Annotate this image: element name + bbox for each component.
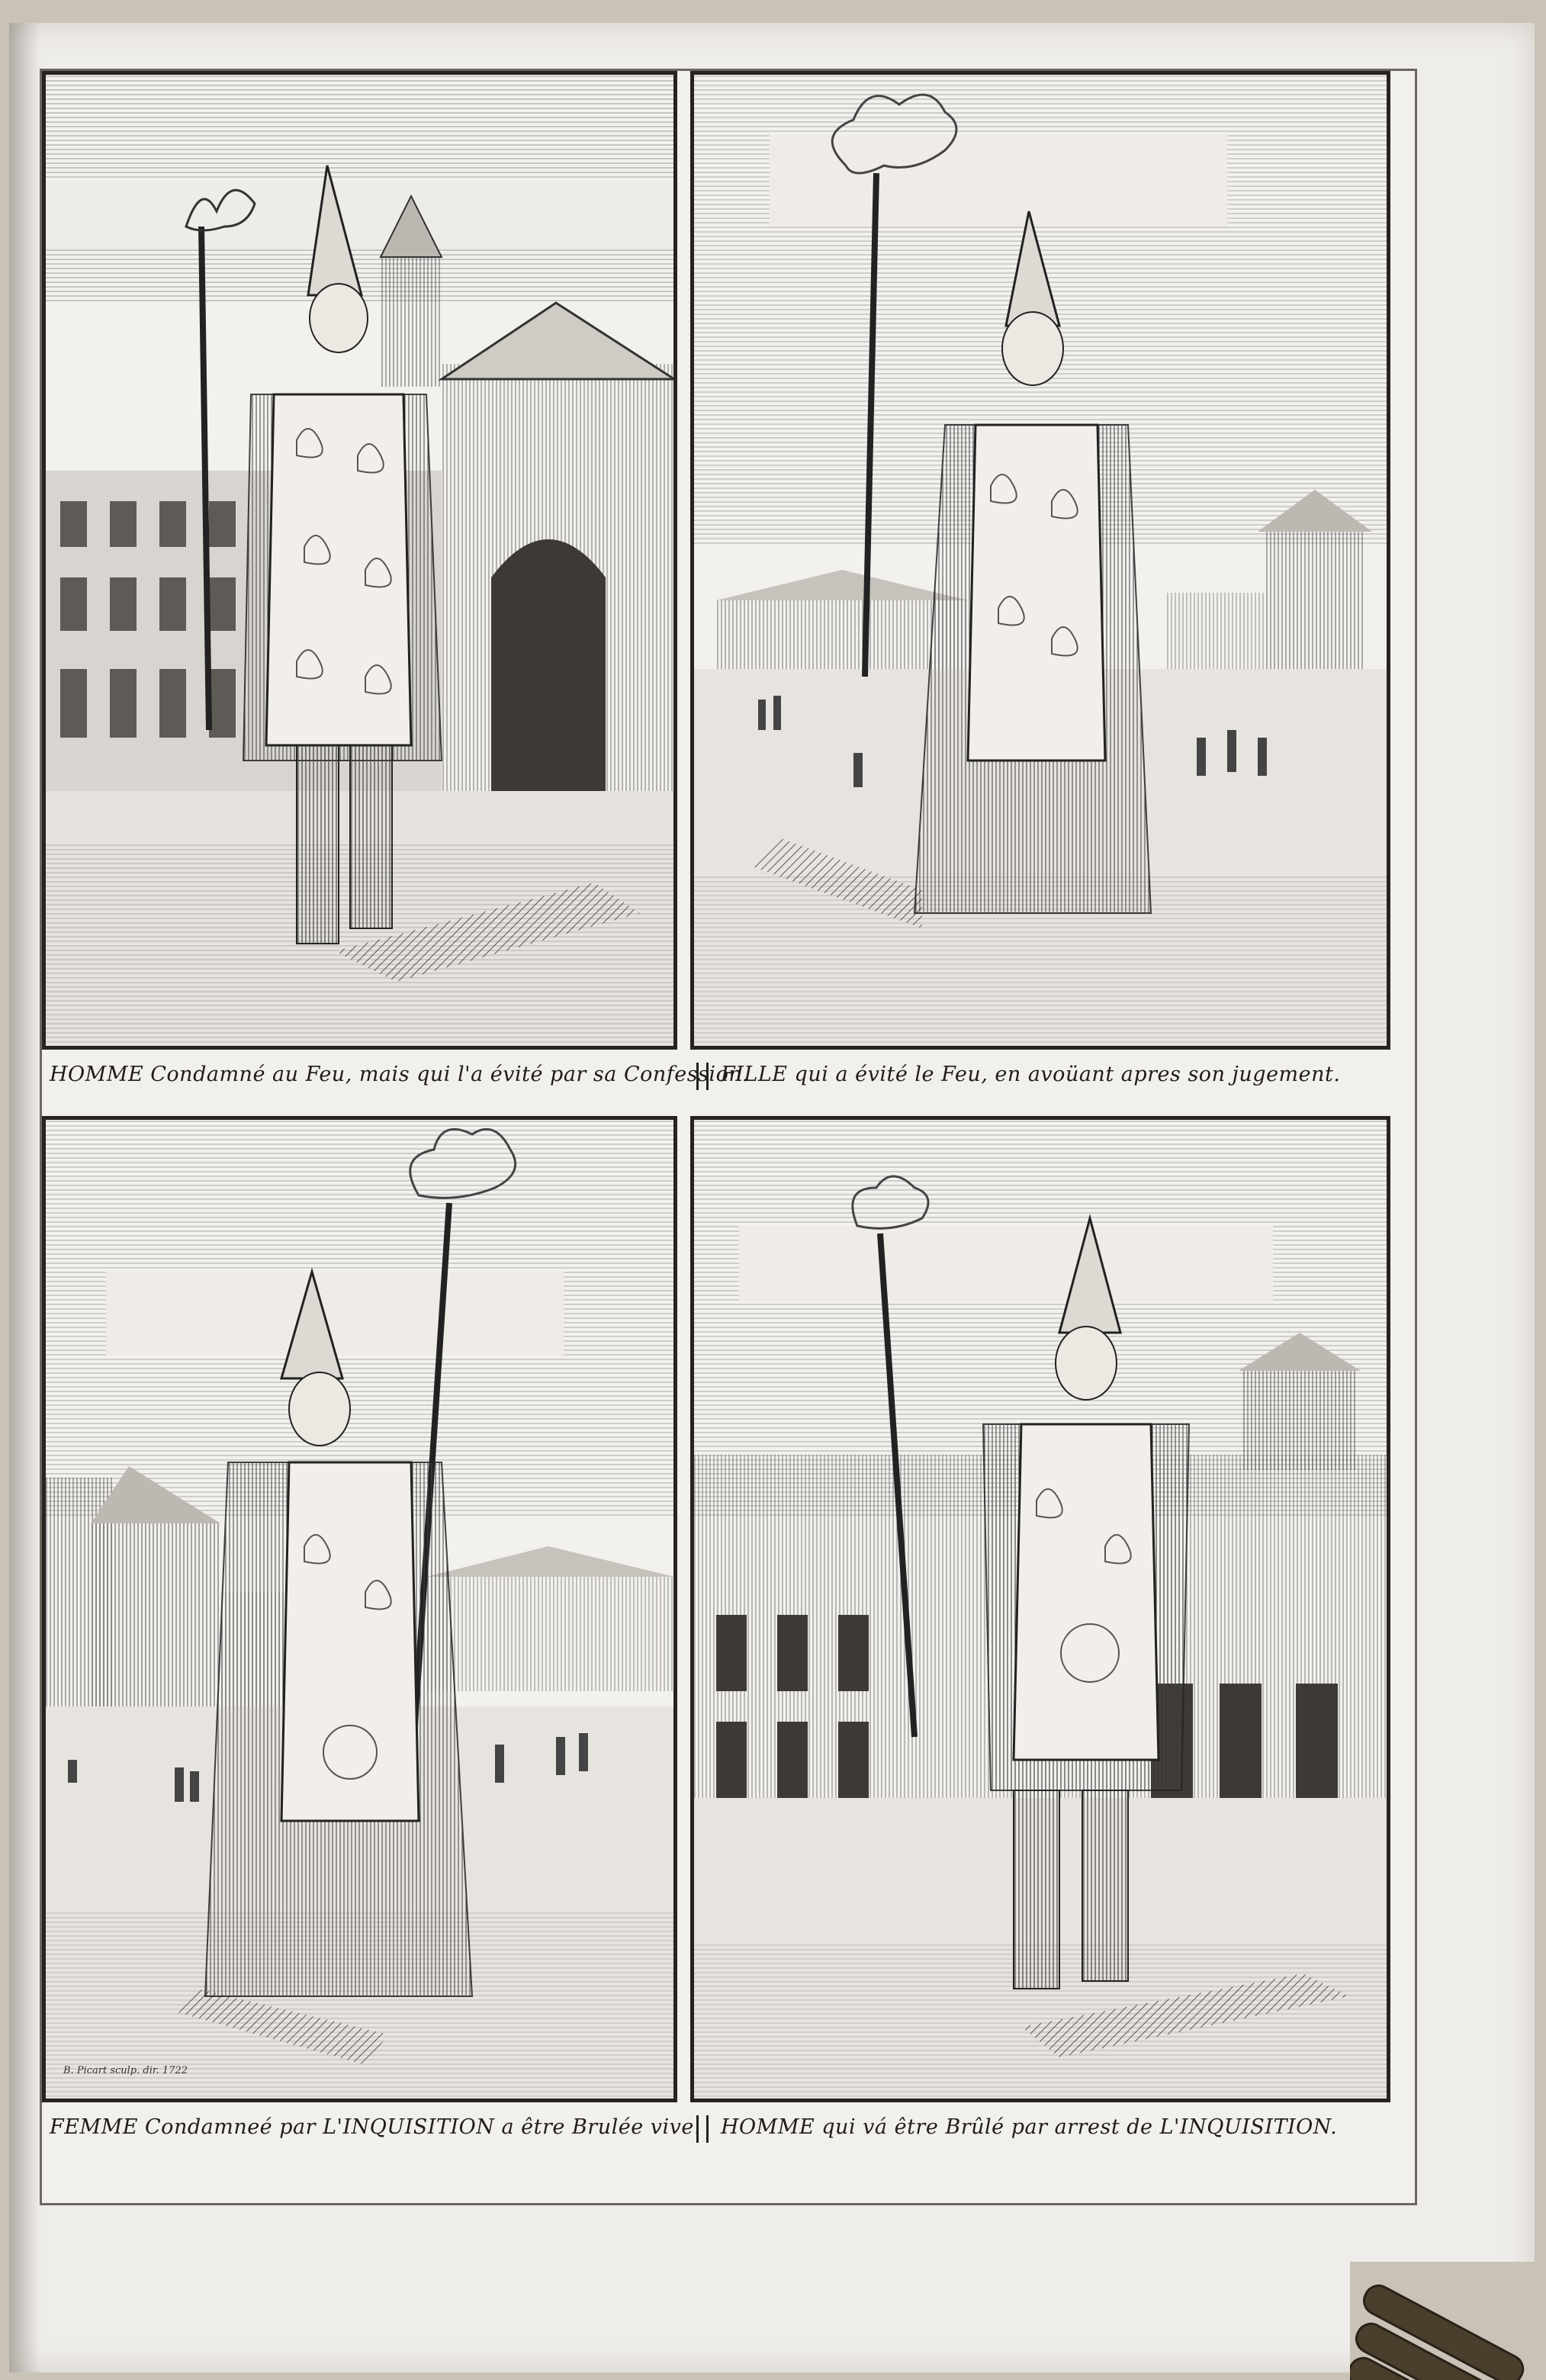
panel-top-right [690, 71, 1390, 1050]
engraving-plate [40, 69, 1417, 2205]
caption-row-top [50, 1063, 1407, 1093]
engraving-girl-torch [693, 74, 1387, 1047]
engraving-man-weeping [693, 1119, 1387, 2099]
caption-bottom-right: HOMME qui vá être Brûlé par arrest de L'INQUISITION. [721, 2115, 1338, 2139]
page-gutter-shadow [9, 23, 40, 2372]
engraver-signature: B. Picart sculp. dir. 1722 [63, 2065, 188, 2076]
panel-bottom-right [690, 1116, 1390, 2102]
engraving-woman-weeping [45, 1119, 674, 2099]
caption-divider-bottom [696, 2115, 709, 2143]
caption-row-bottom [50, 2115, 1407, 2146]
panel-top-left [42, 71, 677, 1050]
panel-bottom-left [42, 1116, 677, 2102]
engraving-man-torch [45, 74, 674, 1047]
binding-clips-decoration [1350, 2262, 1546, 2380]
caption-top-right: FILLE qui a évité le Feu, en avoüant apres son jugement. [721, 1063, 1341, 1086]
caption-divider-top [696, 1063, 709, 1090]
caption-top-left: HOMME Condamné au Feu, mais qui l'a évité par sa Confession. [50, 1063, 750, 1086]
caption-bottom-left: FEMME Condamneé par L'INQUISITION a être Brulée vive. [50, 2115, 701, 2139]
book-page [9, 23, 1535, 2372]
